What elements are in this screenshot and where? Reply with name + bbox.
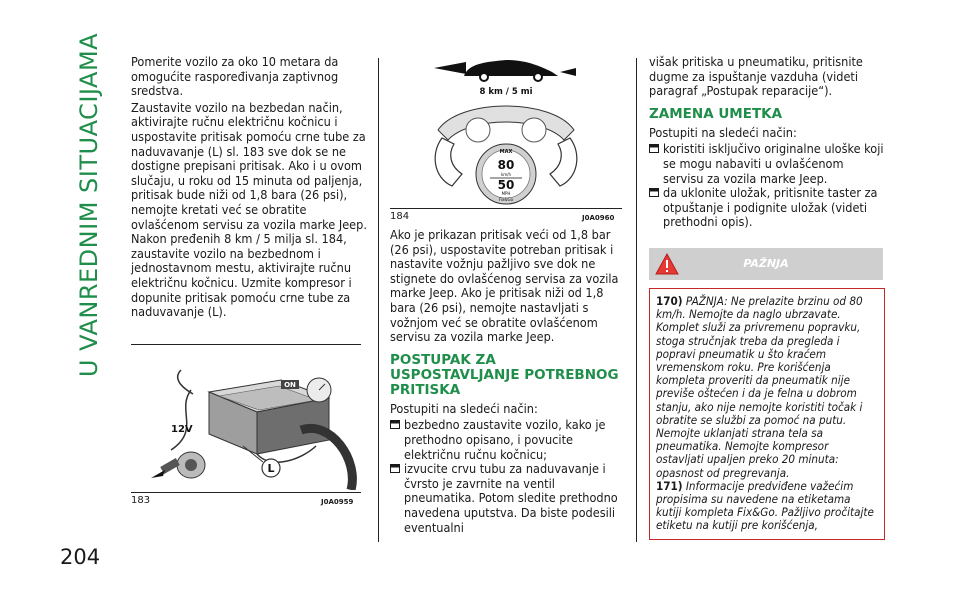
l-label: L	[267, 462, 275, 475]
figure-top-rule	[131, 344, 361, 345]
column-divider	[636, 58, 637, 542]
paragraph: Ako je prikazan pritisak veći od 1,8 bar (26 psi), uspostavite potreban pritisak i nastavite vožnju pažljivo sve dok ne stignete do ovlašćenog servisa za vozila marke Jeep. Ako je pritisak niži od 1,8 bara (26 psi), nemojte nastavljati s vožnjom već se obratite ovlašćenom servisu za vozila marke Jeep.	[390, 227, 619, 345]
page-number: 204	[60, 545, 101, 569]
bullet-icon	[649, 144, 659, 153]
fixgo-label: Fix&Go	[498, 197, 514, 202]
figure-183-illustration	[131, 350, 361, 490]
bullet-icon	[649, 188, 659, 197]
speed-unit-bottom: MPH	[501, 191, 511, 196]
warning-box	[649, 288, 885, 540]
figure-184-code: J0A0960	[582, 214, 615, 222]
speed-limit-illustration	[390, 58, 622, 206]
section-heading: POSTUPAK ZA USPOSTAVLJANJE POTREBNOG PRITISKA	[390, 351, 619, 398]
list-item: da uklonite uložak, pritisnite taster za otpuštanje i podignite uložak (videti prethodni opis).	[649, 186, 885, 230]
paragraph: Postupiti na sledeći način:	[390, 400, 538, 416]
warning-text: Informacije predviđene važećim propisima su navedene na etiketama kutiji kompleta Fix&Go. Pažljivo pročitajte etiketu na kutiji pre korišćenja,	[656, 478, 874, 533]
figure-bottom-rule	[390, 208, 622, 209]
speed-value: 80	[497, 158, 515, 172]
max-label: MAX	[499, 149, 513, 155]
figure-183-number: 183	[131, 495, 151, 506]
speed-unit-top: km/h	[500, 172, 512, 177]
on-label: ON	[284, 381, 296, 389]
figure-183-code: J0A0959	[321, 498, 354, 506]
compressor-kit-illustration	[131, 350, 361, 490]
warning-text: PAŽNJA: Ne prelazite brzinu od 80 km/h. Nemojte da naglo ubrzavate. Komplet služi za privremenu popravku, stoga stručnjak treba da pregleda i popravi pneumatik u što kraćem vremenskom roku. Pre korišćenja kompleta proveriti da pneumatik nije previše oštećen i da je felna u dobrom stanju, ako nije nemojte koristiti točak i obratite se službi za pomoć na putu. Nemojte uklanjati strana tela sa pneumatika. Nemojte kompresor ostavljati upaljen preko 20 minuta: opasnost od pregrevanja.	[656, 294, 863, 480]
speed-value-2: 50	[497, 178, 515, 192]
paragraph: Postupiti na sledeći način:	[649, 124, 797, 140]
section-title: U VANREDNIM SITUACIJAMA	[75, 32, 103, 378]
section-heading: ZAMENA UMETKA	[649, 105, 783, 122]
warning-number: 171)	[656, 478, 683, 493]
column-divider	[378, 58, 379, 542]
bullet-icon	[390, 420, 400, 429]
distance-label: 8 km / 5 mi	[479, 87, 533, 97]
column-2	[390, 228, 622, 535]
column-1	[131, 55, 367, 322]
figure-184-illustration	[390, 58, 622, 206]
12v-label: 12V	[171, 424, 193, 435]
figure-184-number: 184	[390, 211, 410, 222]
paragraph: višak pritiska u pneumatiku, pritisnite dugme za ispuštanje vazduha (videti paragraf „Postupak reparacije“).	[649, 54, 863, 99]
list-item: izvucite crvu tubu za naduvavanje i čvrsto je zavrnite na ventil pneumatika. Potom sledite prethodno navedena uputstva. Da biste podesili eventualni	[390, 462, 622, 535]
warning-title: PAŽNJA	[743, 257, 789, 270]
paragraph: Pomerite vozilo za oko 10 metara da omogućite raspoređivanja zaptivnog sredstva.	[131, 54, 339, 99]
bullet-icon	[390, 464, 400, 473]
figure-bottom-rule	[131, 492, 361, 493]
list-item: koristiti isključivo originalne uloške koji se mogu nabaviti u ovlašćenom servisu za vozila marke Jeep.	[649, 142, 885, 186]
list-item: bezbedno zaustavite vozilo, kako je prethodno opisano, i povucite električnu ručnu kočnicu;	[390, 418, 622, 462]
paragraph: Zaustavite vozilo na bezbedan način, aktivirajte ručnu električnu kočnicu i uspostavite pritisak pomoću crne tube za naduvavanje (L) sl. 183 sve dok se ne dostigne prepisani pritisak. Ako i u ovom slučaju, u roku od 15 minuta od paljenja, pritisak bude niži od 1,8 bara (26 psi), nemojte kretati već se obratite ovlašćenom servisu za vozila marke Jeep. Nakon pređenih 8 km / 5 milja sl. 184, zaustavite vozilo na bezbednom i jednostavnom mestu, aktivirajte ručnu električnu kočnicu. Uzmite kompresor i dopunite pritisak pomoću crne tube za naduvavanje (L).	[131, 99, 367, 320]
warning-number: 170)	[656, 294, 683, 308]
warning-item	[656, 295, 878, 480]
warning-header	[649, 248, 883, 280]
warning-item	[656, 480, 878, 533]
column-3	[649, 55, 885, 230]
